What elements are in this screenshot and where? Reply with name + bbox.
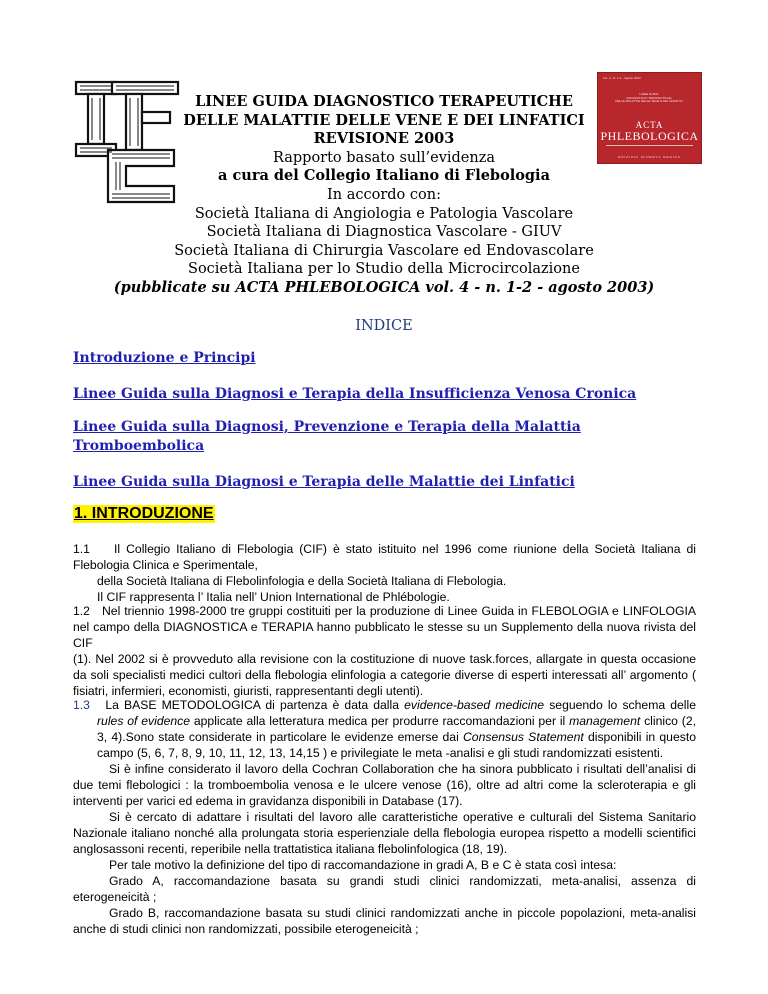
- cover-acta: ACTA: [635, 120, 664, 130]
- header-society-4: Società Italiana per lo Studio della Microcircolazione: [188, 261, 580, 278]
- header-society-1: Società Italiana di Angiologia e Patologia Vascolare: [194, 205, 574, 222]
- paragraph-text: Nel triennio 1998-2000 tre gruppi costituiti per la produzione di Linee Guida in FLEBOLOGIA e LINFOLOGIA nel campo della DIAGNOSTICA e TERAPIA hanno pubblicato le stesse su un Supplemento della nuova rivista del CIF: [73, 604, 696, 650]
- paragraph-number: 1.1: [73, 542, 90, 556]
- paragraph-number: 1.2: [73, 604, 90, 618]
- cover-phlebologica: PHLEBOLOGICA: [600, 129, 699, 143]
- header-title-2: DELLE MALATTIE DELLE VENE E DEI LINFATICI: [183, 111, 585, 129]
- cover-subtitle: LINEE GUIDA DIAGNOSTICO TERAPEUTICHE DELLE MALATTIE DELLE VENE E DEI LINFATICI: [615, 92, 683, 104]
- header-society-2: Società Italiana di Diagnostica Vascolare - GIUV: [206, 224, 562, 241]
- cover-top-line: Vol. 4 - N. 1-2 - Agosto 2003: [603, 76, 641, 80]
- paragraph-number: 1.3: [73, 698, 90, 712]
- paragraph-1-2: [73, 603, 696, 699]
- toc-link-insufficienza-venosa[interactable]: Linee Guida sulla Diagnosi e Terapia della Insufficienza Venosa Cronica: [73, 386, 637, 402]
- toc-link-introduzione[interactable]: Introduzione e Principi: [73, 350, 256, 366]
- document-header: [90, 93, 678, 298]
- paragraph-text: Per tale motivo la definizione del tipo di raccomandazione in gradi A, B e C è stata così intesa:: [109, 858, 617, 872]
- paragraph-text: Si è infine considerato il lavoro della Cochran Collaboration che ha sinora pubblicato i risultati dell’analisi di due temi flebologici : la tromboembolia venosa e le ulcere venose (16), oltre ad altri come la scleroterapia e gli interventi per varici ed edema in gravidanza disponibili in Database (17).: [73, 762, 696, 808]
- header-society-3: Società Italiana di Chirurgia Vascolare ed Endovascolare: [174, 242, 594, 259]
- section-title: 1. INTRODUZIONE: [74, 505, 214, 522]
- paragraph-text: Il CIF rappresenta l’ Italia nell’ Union International de Phlébologie.: [97, 590, 450, 604]
- header-title-1: LINEE GUIDA DIAGNOSTICO TERAPEUTICHE: [195, 93, 573, 110]
- paragraph-text: (1). Nel 2002 si è provveduto alla revisione con la costituzione di nuove task.forces, allargate in questa occasione da soli specialisti medici cultori della flebologia elinfologia a categorie diverse di esperti interessati all’ argomento ( fisiatri, infermieri, economisti, giuristi, rappresentanti degli utenti).: [73, 652, 696, 698]
- header-agreement: In accordo con:: [327, 186, 441, 203]
- paragraph-text: Si è cercato di adattare i risultati del lavoro alle caratteristiche operative e culturali del Sistema Sanitario Nazionale italiano nonché alla prolungata storia esperienziale della flebologia europea rispetto a modelli scientifici anglosassoni recenti, reperibile nella trattatistica italiana flebolinfologica (18, 19).: [73, 810, 696, 856]
- paragraph-1-3: 1.3 La BASE METODOLOGICA di partenza è data dalla evidence-based medicine seguendo lo schema delle rules of evidence applicate alla letteratura medica per produrre raccomandazioni per il management clinico (2, 3, 4).Sono state considerate in particolare le evidenze emerse dai Consensus Statement disponibili in questo campo (5, 6, 7, 8, 9, 10, 11, 12, 13, 14,15 ) e privilegiate le meta -analisi e gli studi randomizzati esistenti. Si è infine considerato il lavoro della Cochran Collaboration che ha sinora pubblicato i risultati dell’analisi di due temi flebologici : la tromboembolia venosa e le ulcere venose (16), oltre ad altri come la scleroterapia e gli interventi per varici ed edema in gravidanza disponibili in Database (17). Si è cercato di adattare i risultati del lavoro alle caratteristiche operative e culturali del Sistema Sanitario Nazionale italiano nonché alla prolungata storia esperienziale della flebologia europea rispetto a modelli scientifici anglosassoni recenti, reperibile nella trattatistica italiana flebolinfologica (18, 19). Per tale motivo la definizione del tipo di raccomandazione in gradi A, B e C è stata così intesa: Grado A, raccomandazione basata su grandi studi clinici randomizzati, meta-analisi, assenza di eterogeneicità ; Grado B, raccomandazione basata su studi clinici randomizzati anche in piccole popolazioni, meta-analisi anche di studi clinici non randomizzati, possibile eterogeneicità ;: [73, 698, 697, 936]
- index-title: INDICE: [355, 318, 413, 334]
- paragraph-text: Grado A, raccomandazione basata su grandi studi clinici randomizzati, meta-analisi, assenza di eterogeneicità ;: [73, 874, 696, 904]
- toc-link-tromboembolica[interactable]: Linee Guida sulla Diagnosi, Prevenzione e Terapia della Malattia Tromboembolica: [73, 419, 581, 454]
- header-revision: REVISIONE 2003: [313, 130, 455, 148]
- paragraph-text: della Società Italiana di Flebolinfologia e della Società Italiana di Flebologia.: [97, 574, 507, 588]
- paragraph-text: Grado B, raccomandazione basata su studi clinici randomizzati anche in piccole popolazioni, meta-analisi anche di studi clinici non randomizzati, possibile eterogeneicità ;: [73, 906, 696, 936]
- toc-link-linfatici[interactable]: Linee Guida sulla Diagnosi e Terapia delle Malattie dei Linfatici: [73, 474, 575, 490]
- cover-footer: EDIZIONI MINERVA MEDICA: [618, 155, 681, 159]
- header-editor: a cura del Collegio Italiano di Flebologia: [218, 167, 550, 185]
- paragraph-1-1: [73, 541, 696, 605]
- paragraph-text: Il Collegio Italiano di Flebologia (CIF) è stato istituito nel 1996 come riunione della Società Italiana di Flebologia Clinica e Sperimentale,: [73, 542, 696, 572]
- header-report: Rapporto basato sull’evidenza: [272, 149, 496, 166]
- header-publication: (pubblicate su ACTA PHLEBOLOGICA vol. 4 - n. 1-2 - agosto 2003): [113, 278, 655, 296]
